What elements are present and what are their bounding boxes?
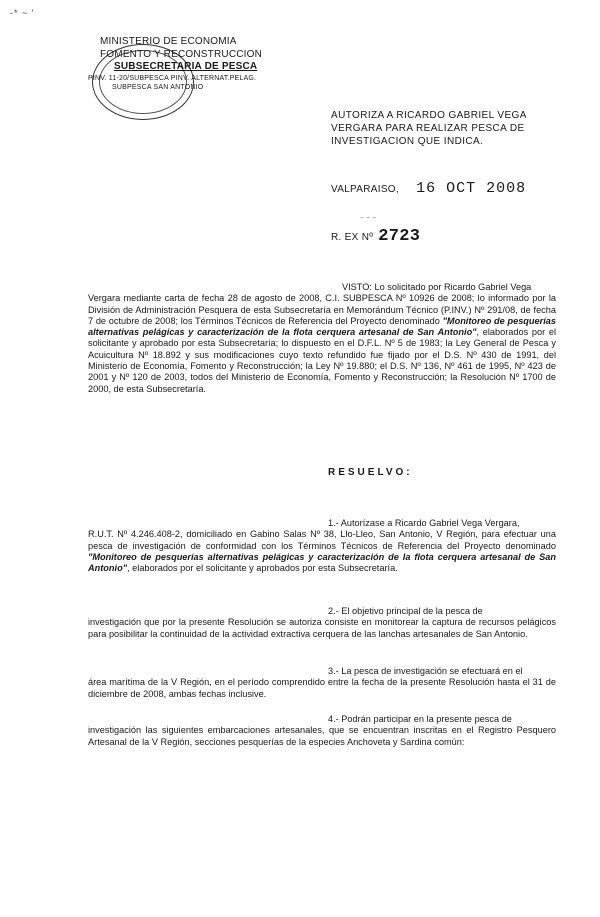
letterhead-ministry: MINISTERIO DE ECONOMIA (100, 36, 237, 47)
article-2 (88, 606, 556, 640)
article-1-text-a: R.U.T. Nº 4.246.408-2, domiciliado en Gabino Salas Nº 38, Llo-Lleo, San Antonio, V Región, para efectuar una pesca de investigación de conformidad con los Términos Técnicos de Referencia del Proyecto denominado (88, 529, 556, 551)
article-2-lead: 2.- El objetivo principal de la pesca de (328, 606, 483, 616)
letterhead (84, 36, 264, 92)
article-3-lead: 3.- La pesca de investigación se efectuará en el (328, 666, 523, 676)
city: VALPARAISO, (331, 184, 399, 195)
letterhead-subsecretaria: SUBSECRETARIA DE PESCA (114, 61, 258, 72)
stamp-mark: ~~~ (360, 215, 379, 222)
letterhead-reference: PINV. 11-20/SUBPESCA PINV. ALTERNAT.PELAG. (88, 74, 257, 82)
article-1 (88, 518, 556, 574)
rex-number: 2723 (378, 227, 421, 246)
article-1-text-b: , elaborados por el solicitante y aprobados por esta Subsecretaría. (127, 563, 398, 574)
article-3-text: área marítima de la V Región, en el período comprendido entre la fecha de la presente Resolución hasta el 31 de diciembre de 2008, ambas fechas inclusive. (88, 677, 556, 699)
letterhead-reference-2: SUBPESCA SAN ANTONIO (112, 83, 204, 91)
letterhead-ministry-2: FOMENTO Y RECONSTRUCCION (100, 48, 263, 60)
rex-label: R. EX Nº (331, 232, 374, 243)
article-3 (88, 666, 556, 700)
article-1-lead: 1.- Autorízase a Ricardo Gabriel Vega Vergara, (328, 518, 520, 528)
scratch-marks: -* ~ ' (10, 8, 35, 18)
visto-project-title: "Monitoreo de pesquerías alternativas pelágicas y caracterización de la flota cerquera artesanal de San Antonio" (88, 315, 556, 338)
article-4-lead: 4.- Podrán participar en la presente pesca de (328, 714, 512, 724)
article-4 (88, 714, 556, 748)
visto-text-b: , elaborados por el solicitante y aprobado por esta Subsecretaría; lo dispuesto en el D.F.L. Nº 5 de 1983; la Ley General de Pesca y Acuicultura Nº 18.892 y sus modificaciones cuyo texto refundido fue fijado por el D.S. Nº 430 de 1991, del Ministerio de Economía, Fomento y Reconstrucción; la Ley Nº 19.880; el D.S. Nº 136, Nº 461 de 1995, Nº 423 de 2001 y Nº 120 de 2003, todos del Ministerio de Economía, Fomento y Reconstrucción; la Resolución Nº 1700 de 2000, de esta Subsecretaría. (88, 327, 556, 394)
visto-text-a: Vergara mediante carta de fecha 28 de agosto de 2008, C.I. SUBPESCA Nº 10926 de 2008; lo informado por la División de Administración Pesquera de esta Subsecretaría en Memorándum Técnico (P.INV.) Nº 291/08, de fecha 7 de octubre de 2008; los Términos Técnicos de Referencia del Proyecto denominado (88, 293, 556, 326)
article-4-text: investigación las siguientes embarcaciones artesanales, que se encuentran inscritas en el Registro Pesquero Artesanal de la V Región, secciones pesquerías de la especies Anchoveta y Sardina común: (88, 725, 556, 747)
document-subject: AUTORIZA A RICARDO GABRIEL VEGA VERGARA PARA REALIZAR PESCA DE INVESTIGACION QUE INDICA. (331, 110, 527, 147)
resolution-number (331, 227, 420, 246)
article-1-project-title: "Monitoreo de pesquerías alternativas pelágicas y caracterización de la flota cerquera artesanal de San Antonio" (88, 551, 556, 574)
visto-paragraph (88, 282, 556, 395)
resuelvo-heading: RESUELVO: (328, 467, 413, 478)
visto-lead: VISTO: Lo solicitado por Ricardo Gabriel Vega (342, 282, 532, 292)
date-stamp: 16 OCT 2008 (416, 180, 527, 197)
article-2-text: investigación que por la presente Resolución se autoriza consiste en monitorear la captura de recursos pelágicos para posibilitar la continuidad de la actividad extractiva cerquera de las lanchas artesanales de San Antonio. (88, 617, 556, 639)
date-line (331, 180, 526, 197)
